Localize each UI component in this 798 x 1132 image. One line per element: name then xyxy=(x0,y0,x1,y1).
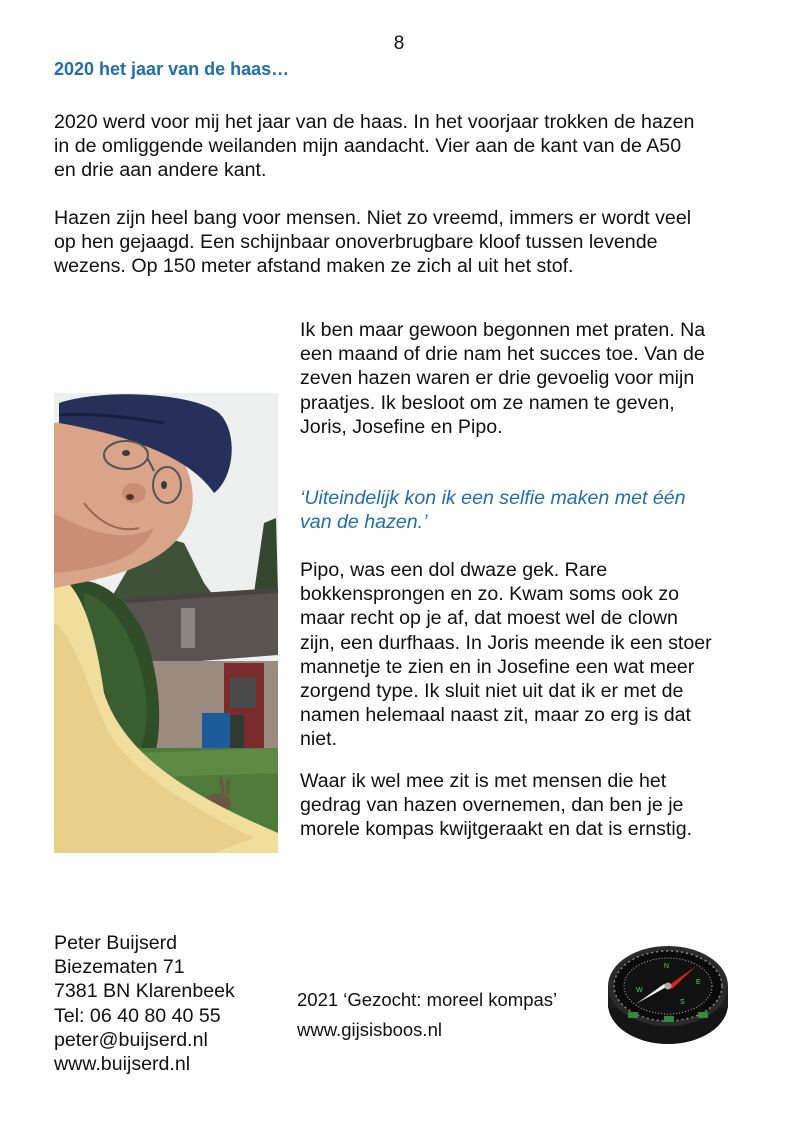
page-title: 2020 het jaar van de haas… xyxy=(54,59,290,79)
contact-phone: Tel: 06 40 80 40 55 xyxy=(54,1004,221,1027)
text-line: ‘Uiteindelijk kon ik een selfie maken met één xyxy=(300,487,686,509)
text-line: zorgend type. Ik sluit niet uit dat ik er met de xyxy=(300,680,684,703)
text-line: 2020 werd voor mij het jaar van de haas. In het voorjaar trokken de hazen xyxy=(54,111,695,133)
text-line: Waar ik wel mee zit is met mensen die het xyxy=(300,770,667,792)
text-line: Hazen zijn heel bang voor mensen. Niet zo vreemd, immers er wordt veel xyxy=(54,207,692,229)
contact-website-link[interactable]: www.buijserd.nl xyxy=(54,1053,191,1076)
text-line: op hen gejaagd. Een schijnbaar onoverbrugbare kloof tussen levende xyxy=(54,231,658,254)
svg-text:E: E xyxy=(696,979,701,986)
text-line: mannetje te zien en in Josefine een wat meer xyxy=(300,655,695,678)
book-website-link[interactable]: www.gijsisboos.nl xyxy=(297,1019,442,1040)
page-number: 8 xyxy=(393,33,405,54)
text-line: bokkensprongen en zo. Kwam soms ook zo xyxy=(300,583,680,606)
text-line: zijn, een durfhaas. In Joris meende ik een stoer xyxy=(300,631,712,654)
text-line: praatjes. Ik besloot om ze namen te geven, xyxy=(300,391,675,414)
intro-paragraph-1 xyxy=(54,110,754,183)
right-paragraph-1 xyxy=(300,318,750,439)
text-line: Pipo, was een dol dwaze gek. Rare xyxy=(300,559,608,581)
text-line: gedrag van hazen overnemen, dan ben je je xyxy=(300,794,684,817)
contact-email-link[interactable]: peter@buijserd.nl xyxy=(54,1028,208,1051)
contact-block xyxy=(54,931,235,1076)
book-block xyxy=(297,985,557,1045)
pull-quote xyxy=(300,486,750,534)
compass-icon xyxy=(606,942,730,1046)
intro-paragraph-2 xyxy=(54,206,754,279)
text-line: Joris, Josefine en Pipo. xyxy=(300,415,503,438)
contact-city: 7381 BN Klarenbeek xyxy=(54,980,235,1003)
text-line: morele kompas kwijtgeraakt en dat is ernstig. xyxy=(300,818,693,841)
contact-name: Peter Buijserd xyxy=(54,932,178,954)
selfie-with-hare-photo xyxy=(54,393,278,853)
text-line: wezens. Op 150 meter afstand maken ze zich al uit het stof. xyxy=(54,255,574,278)
text-line: niet. xyxy=(300,728,338,751)
text-line: Ik ben maar gewoon begonnen met praten. Na xyxy=(300,319,706,341)
text-line: maar recht op je af, dat moest wel de clown xyxy=(300,607,678,630)
text-line: een maand of drie nam het succes toe. Van de xyxy=(300,343,705,366)
right-paragraph-2 xyxy=(300,558,750,752)
svg-text:W: W xyxy=(636,987,643,994)
book-title: 2021 ‘Gezocht: moreel kompas’ xyxy=(297,989,558,1010)
svg-text:S: S xyxy=(680,999,685,1006)
text-line: en drie aan andere kant. xyxy=(54,159,267,182)
text-line: namen helemaal naast zit, maar zo erg is dat xyxy=(300,704,691,727)
text-line: zeven hazen waren er drie gevoelig voor mijn xyxy=(300,367,695,390)
right-paragraph-3 xyxy=(300,769,750,842)
svg-text:N: N xyxy=(664,963,670,970)
text-line: in de omliggende weilanden mijn aandacht. Vier aan de kant van de A50 xyxy=(54,135,682,158)
text-line: van de hazen.’ xyxy=(300,511,428,534)
contact-street: Biezematen 71 xyxy=(54,956,185,979)
